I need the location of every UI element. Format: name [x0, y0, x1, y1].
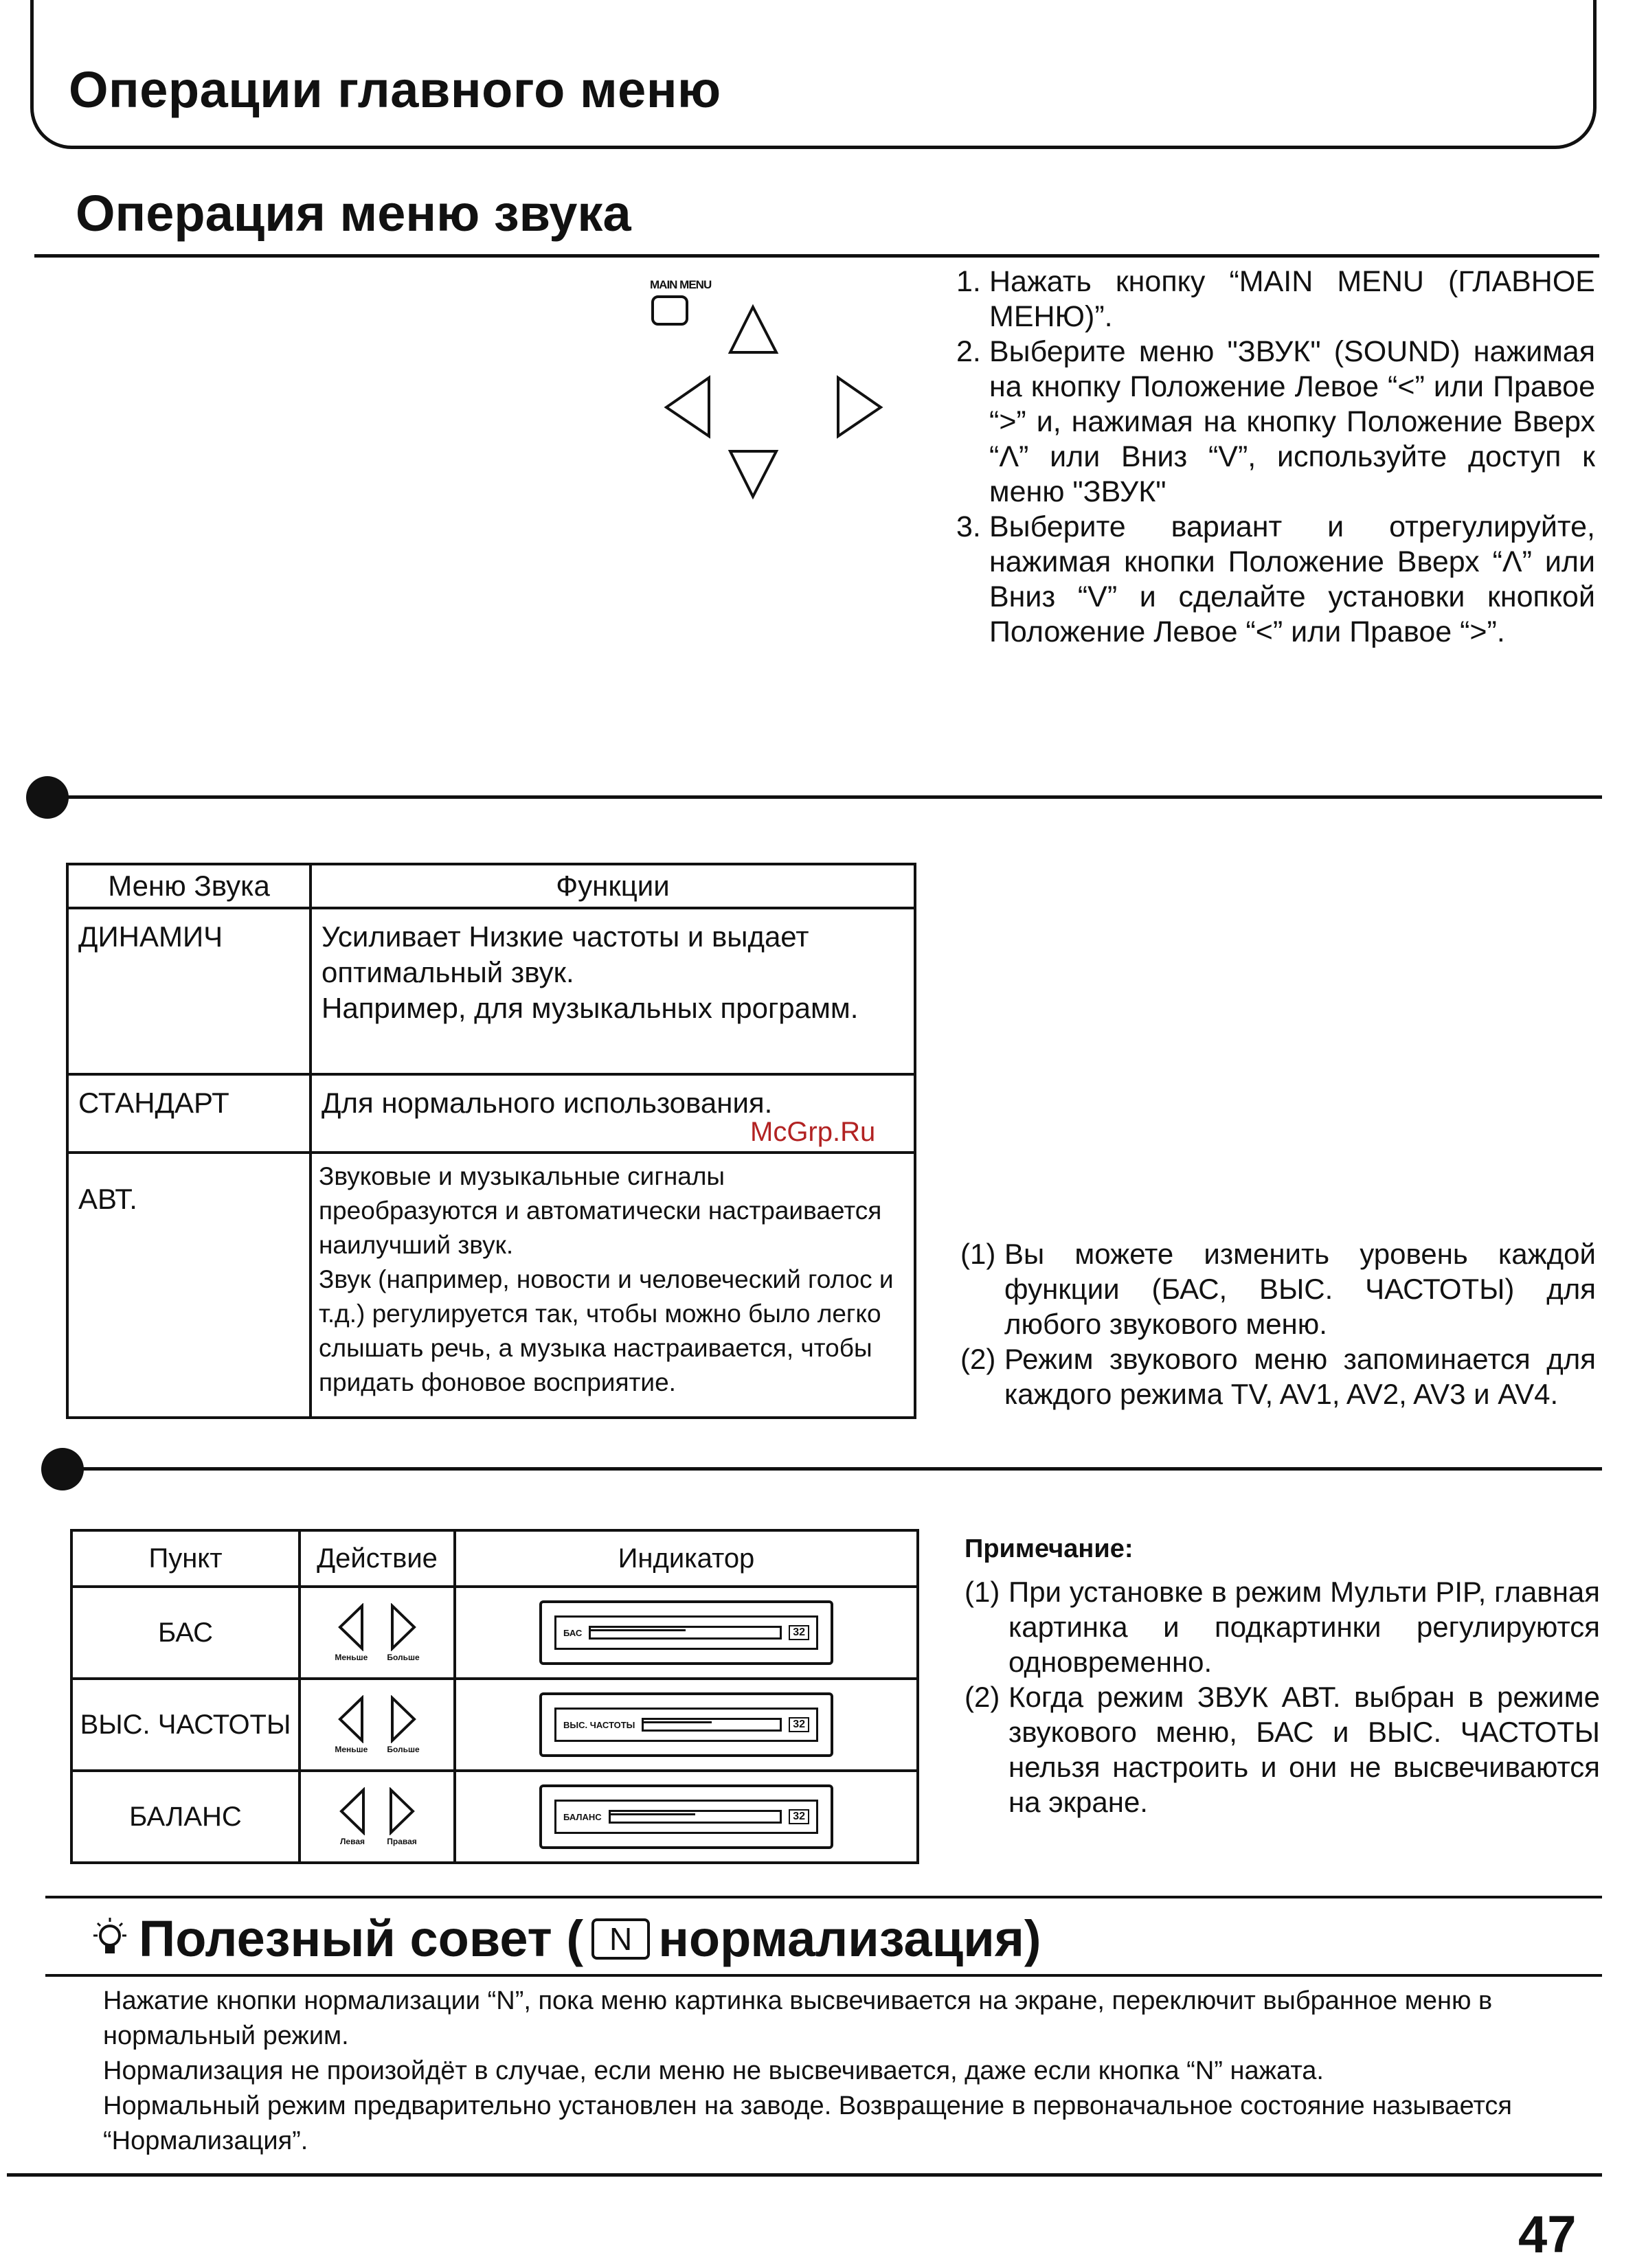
- tip-top-rule: [45, 1896, 1602, 1898]
- table-header-row: [67, 864, 915, 908]
- column-header: Действие: [300, 1530, 455, 1587]
- level-bar: [609, 1810, 782, 1824]
- note-item: (2) Когда режим ЗВУК АВТ. выбран в режиме звукового меню, БАС и ВЫС. ЧАСТОТЫ нельзя настроить и они не высвечиваются на экране.: [965, 1681, 1600, 1818]
- step-item: 3. Выберите вариант и отрегулируйте, нажимая кнопки Положение Вверх “Λ” или Вниз “V” и сделайте установки кнопкой Положение Левое “<” или Правое “>”.: [956, 510, 1595, 648]
- indicator-cell: [455, 1771, 918, 1863]
- note-item: (1) При установке в режим Мульти PIP, главная картинка и подкартинки регулируются одновременно.: [965, 1576, 1600, 1678]
- section-rule: [34, 254, 1599, 258]
- left-arrow-icon: [666, 378, 709, 436]
- osd-display: БАЛАНС 32: [539, 1784, 833, 1849]
- divider-rule: [48, 795, 1602, 799]
- lightbulb-icon: [89, 1915, 131, 1963]
- page-header-title: Операции главного меню: [69, 61, 721, 118]
- table-row: [71, 1679, 918, 1771]
- right-arrow-icon: [838, 378, 881, 436]
- action-cell: Меньше Больше: [300, 1679, 455, 1771]
- table-header-row: [71, 1530, 918, 1587]
- up-arrow-icon: [730, 307, 776, 352]
- action-cell: Меньше Больше: [300, 1587, 455, 1679]
- normalize-key: N: [591, 1918, 650, 1960]
- bottom-rule: [7, 2173, 1602, 2177]
- indicator-cell: [455, 1587, 918, 1679]
- item-name: ВЫС. ЧАСТОТЫ: [71, 1679, 300, 1771]
- note-item: (1) Вы можете изменить уровень каждой функции (БАС, ВЫС. ЧАСТОТЫ) для любого звукового меню.: [960, 1238, 1596, 1340]
- column-header: Пункт: [71, 1530, 300, 1587]
- down-arrow-icon: [730, 451, 776, 497]
- tip-title: Полезный совет ( N нормализация): [89, 1909, 1041, 1968]
- menu-function: Усиливает Низкие частоты и выдает оптимальный звук. Например, для музыкальных программ.: [311, 908, 915, 1074]
- indicator-cell: [455, 1679, 918, 1771]
- watermark: McGrp.Ru: [750, 1117, 876, 1147]
- page-number: 47: [1518, 2205, 1577, 2264]
- tip-text: [103, 1984, 1601, 2159]
- column-header: Функции: [311, 864, 915, 908]
- note-item: (2) Режим звукового меню запоминается для каждого режима TV, AV1, AV2, AV3 и AV4.: [960, 1343, 1596, 1410]
- step-item: 2. Выберите меню "ЗВУК" (SOUND) нажимая на кнопку Положение Левое “<” или Правое “>” и, нажимая на кнопку Положение Вверх “Λ” или Вниз “V”, используйте доступ к меню "ЗВУК": [956, 335, 1595, 508]
- item-name: БАС: [71, 1587, 300, 1679]
- steps-list: [956, 264, 1595, 650]
- action-cell: Левая Правая: [300, 1771, 455, 1863]
- notes-list: [960, 1236, 1596, 1411]
- table-row: [67, 908, 915, 1074]
- osd-display: ВЫС. ЧАСТОТЫ 32: [539, 1692, 833, 1757]
- section-title: Операция меню звука: [76, 185, 631, 242]
- tip-mid-rule: [45, 1974, 1602, 1977]
- tip-paragraph: Нажатие кнопки нормализации “N”, пока меню картинка высвечивается на экране, переключит выбранное меню в нормальный режим.: [103, 1986, 1493, 2050]
- tip-paragraph: Нормальный режим предварительно установлен на заводе. Возвращение в первоначальное состояние называется “Нормализация”.: [103, 2091, 1512, 2155]
- item-name: БАЛАНС: [71, 1771, 300, 1863]
- right-arrow-icon: [388, 1695, 418, 1743]
- left-arrow-icon: [336, 1603, 366, 1651]
- column-header: Индикатор: [455, 1530, 918, 1587]
- level-bar: [642, 1718, 782, 1732]
- step-item: 1. Нажать кнопку “MAIN MENU (ГЛАВНОЕ МЕНЮ)”.: [956, 265, 1595, 333]
- tip-paragraph: Нормализация не произойдёт в случае, если меню не высвечивается, даже если кнопка “N” нажата.: [103, 2056, 1324, 2085]
- table-row: [71, 1587, 918, 1679]
- menu-name: СТАНДАРТ: [67, 1074, 311, 1153]
- osd-display: БАС 32: [539, 1600, 833, 1665]
- column-header: Меню Звука: [67, 864, 311, 908]
- direction-arrows: [639, 278, 893, 505]
- divider-rule: [63, 1467, 1602, 1471]
- right-arrow-icon: [388, 1603, 418, 1651]
- level-bar: [589, 1626, 782, 1640]
- table-row: [67, 1153, 915, 1418]
- note-title: Примечание:: [965, 1534, 1134, 1563]
- remote-diagram: [639, 278, 893, 505]
- table-row: [71, 1771, 918, 1863]
- left-arrow-icon: [336, 1695, 366, 1743]
- main-menu-label: MAIN MENU: [650, 278, 712, 291]
- adjust-table: [70, 1529, 919, 1864]
- left-arrow-icon: [337, 1787, 368, 1835]
- menu-name: АВТ.: [67, 1153, 311, 1418]
- menu-function: Звуковые и музыкальные сигналы преобразуются и автоматически настраивается наилучший звук. Звук (например, новости и человеческий голос и т.д.) регулируется так, чтобы можно было легко слышать речь, а музыка настраивается, чтобы придать фоновое восприятие.: [311, 1153, 915, 1418]
- menu-name: ДИНАМИЧ: [67, 908, 311, 1074]
- right-arrow-icon: [387, 1787, 417, 1835]
- notes-list: [965, 1574, 1600, 1819]
- menu-function: Для нормального использования.: [311, 1074, 915, 1153]
